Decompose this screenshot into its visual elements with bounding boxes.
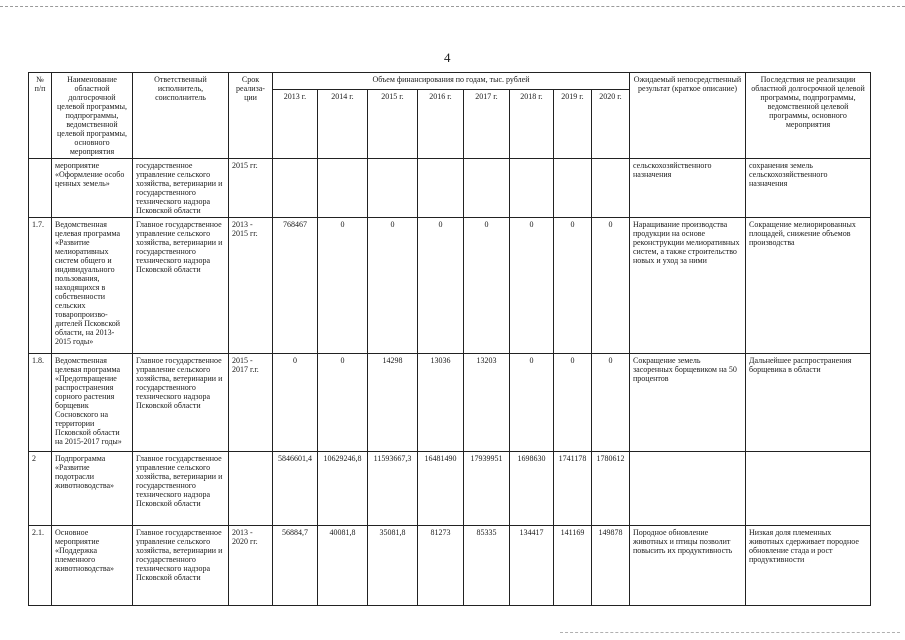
header-year: 2013 г. (273, 90, 318, 159)
header-consequences: Последствия не реализации областной долгосрочной целевой программы, подпрограммы, ведомственной целевой программы, основного мероприятия (746, 73, 871, 159)
value-cell (418, 159, 464, 218)
value-cell: 17939951 (464, 452, 510, 526)
value-cell (273, 159, 318, 218)
row-number: 2 (29, 452, 52, 526)
value-cell: 768467 (273, 218, 318, 354)
value-cell: 134417 (510, 526, 554, 606)
page-number: 4 (444, 50, 451, 65)
value-cell: 14298 (368, 354, 418, 452)
consequences: Дальнейшее распространения борщевика в области (746, 354, 871, 452)
value-cell: 0 (554, 218, 592, 354)
table-row (29, 452, 871, 526)
value-cell (554, 159, 592, 218)
term: 2015 гг. (229, 159, 273, 218)
header-expected: Ожидаемый непосредственный результат (краткое описание) (630, 73, 746, 159)
value-cell: 0 (510, 218, 554, 354)
header-no: № п/п (29, 73, 52, 159)
term: 2013 - 2020 гг. (229, 526, 273, 606)
value-cell: 1698630 (510, 452, 554, 526)
value-cell: 35081,8 (368, 526, 418, 606)
value-cell: 0 (368, 218, 418, 354)
header-year: 2020 г. (592, 90, 630, 159)
table-row (29, 526, 871, 606)
header-year: 2014 г. (318, 90, 368, 159)
value-cell: 0 (418, 218, 464, 354)
value-cell: 85335 (464, 526, 510, 606)
table-row (29, 159, 871, 218)
value-cell: 1780612 (592, 452, 630, 526)
executor: Главное государственное управление сельского хозяйства, ветеринарии и государственного технического надзора Псковской области (133, 526, 229, 606)
value-cell: 1741178 (554, 452, 592, 526)
value-cell: 0 (510, 354, 554, 452)
value-cell: 0 (592, 218, 630, 354)
term (229, 452, 273, 526)
header-executor: Ответственный исполнитель, соисполнитель (133, 73, 229, 159)
program-name: Основное мероприятие «Поддержка племенного животноводства» (52, 526, 133, 606)
header-year: 2019 г. (554, 90, 592, 159)
value-cell: 40081,8 (318, 526, 368, 606)
executor: Главное государственное управление сельского хозяйства, ветеринарии и государственного технического надзора Псковской области (133, 452, 229, 526)
value-cell: 0 (318, 354, 368, 452)
header-year: 2018 г. (510, 90, 554, 159)
scan-edge-top (0, 6, 905, 7)
consequences: сохранения земель сельскохозяйственного назначения (746, 159, 871, 218)
expected-result (630, 452, 746, 526)
row-number (29, 159, 52, 218)
value-cell: 0 (318, 218, 368, 354)
value-cell: 0 (464, 218, 510, 354)
value-cell: 11593667,3 (368, 452, 418, 526)
header-financing: Объем финансирования по годам, тыс. рублей (273, 73, 630, 90)
header-row-top (29, 73, 871, 90)
value-cell: 13036 (418, 354, 464, 452)
value-cell: 0 (273, 354, 318, 452)
header-year: 2017 г. (464, 90, 510, 159)
term: 2015 - 2017 г.г. (229, 354, 273, 452)
value-cell: 149878 (592, 526, 630, 606)
value-cell (368, 159, 418, 218)
value-cell: 141169 (554, 526, 592, 606)
scan-edge-bottom (560, 632, 900, 633)
value-cell (464, 159, 510, 218)
expected-result: сельскохозяйственного назначения (630, 159, 746, 218)
header-year: 2015 г. (368, 90, 418, 159)
executor: Главное государственное управление сельского хозяйства, ветеринарии и государственного технического надзора Псковской области (133, 218, 229, 354)
program-name: мероприятие «Оформление особо ценных земель» (52, 159, 133, 218)
header-name: Наименование областной долгосрочной целевой программы, подпрограммы, ведомственной целевой программы, основного мероприятия (52, 73, 133, 159)
executor: государственное управление сельского хозяйства, ветеринарии и государственного технического надзора Псковской области (133, 159, 229, 218)
row-number: 2.1. (29, 526, 52, 606)
program-name: Ведомственная целевая программа «Предотвращение распространения сорного растения борщевик Сосновского на территории Псковской области на 2015-2017 годы» (52, 354, 133, 452)
value-cell: 13203 (464, 354, 510, 452)
value-cell: 5846601,4 (273, 452, 318, 526)
value-cell: 16481490 (418, 452, 464, 526)
expected-result: Породное обновление животных и птицы позволит повысить их продуктивность (630, 526, 746, 606)
table-row (29, 354, 871, 452)
program-table (28, 72, 871, 606)
consequences (746, 452, 871, 526)
program-name: Ведомственная целевая программа «Развитие мелиоративных систем общего и индивидуального пользования, находящихся в собственности сельских товаропроизво-дителей Псковской области, на 2013-2015 годы» (52, 218, 133, 354)
consequences: Низкая доля племенных животных сдерживает породное обновление стада и рост продуктивности (746, 526, 871, 606)
header-year: 2016 г. (418, 90, 464, 159)
value-cell (510, 159, 554, 218)
value-cell: 81273 (418, 526, 464, 606)
executor: Главное государственное управление сельского хозяйства, ветеринарии и государственного технического надзора Псковской области (133, 354, 229, 452)
program-name: Подпрограмма «Развитие подотрасли животноводства» (52, 452, 133, 526)
value-cell: 0 (554, 354, 592, 452)
expected-result: Сокращение земель засоренных борщевиком на 50 процентов (630, 354, 746, 452)
value-cell (592, 159, 630, 218)
table-row (29, 218, 871, 354)
expected-result: Наращивание производства продукции на основе реконструкции мелиоративных систем, а также строительство новых и уход за ними (630, 218, 746, 354)
header-term: Срок реализа-ции (229, 73, 273, 159)
row-number: 1.7. (29, 218, 52, 354)
value-cell: 10629246,8 (318, 452, 368, 526)
consequences: Сокращение мелиорированных площадей, снижение объемов производства (746, 218, 871, 354)
value-cell: 0 (592, 354, 630, 452)
value-cell (318, 159, 368, 218)
value-cell: 56884,7 (273, 526, 318, 606)
term: 2013 - 2015 гг. (229, 218, 273, 354)
row-number: 1.8. (29, 354, 52, 452)
